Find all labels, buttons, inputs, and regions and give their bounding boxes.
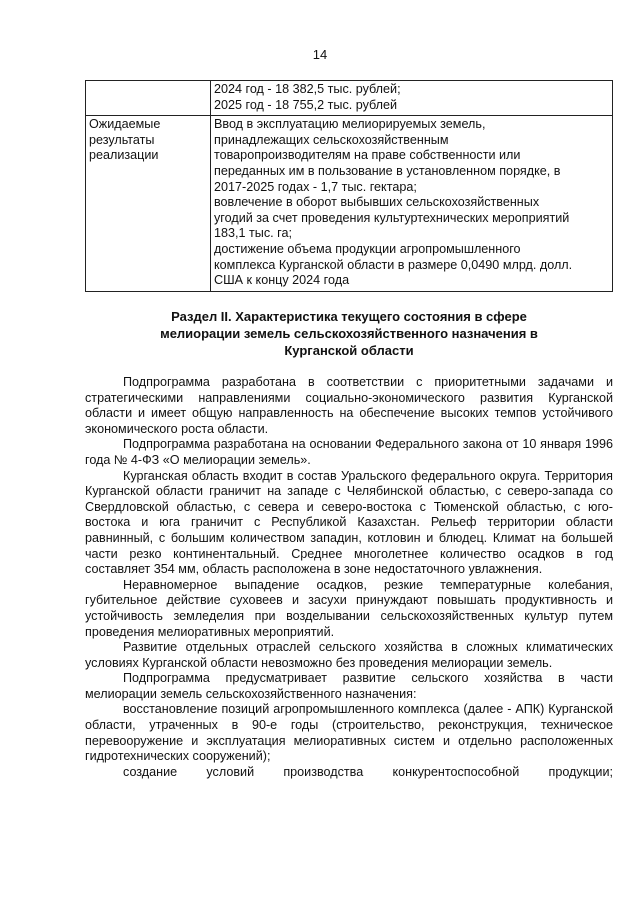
- value-line: угодий за счет проведения культуртехнических мероприятий: [214, 210, 570, 225]
- paragraph: Подпрограмма предусматривает развитие сельского хозяйства в части мелиорации земель сельскохозяйственного назначения:: [85, 671, 613, 701]
- heading-line: Курганской области: [284, 343, 414, 358]
- paragraph: Подпрограмма разработана на основании Федерального закона от 10 января 1996 года № 4-ФЗ «О мелиорации земель».: [85, 437, 613, 467]
- label-line: результаты: [89, 132, 155, 147]
- page-number: 14: [312, 47, 328, 62]
- value-line: достижение объема продукции агропромышленного: [214, 241, 521, 256]
- value-line: США к концу 2024 года: [214, 273, 350, 288]
- row-label-cell: [86, 81, 211, 116]
- heading-line: мелиорации земель сельскохозяйственного назначения в: [160, 326, 538, 341]
- row-value-cell: [211, 81, 613, 116]
- value-line: 2024 год - 18 382,5 тыс. рублей;: [214, 82, 401, 96]
- value-line: комплекса Курганской области в размере 0,0490 млрд. долл.: [214, 257, 573, 272]
- row-label-cell: [86, 116, 211, 292]
- value-line: 2025 год - 18 755,2 тыс. рублей: [214, 97, 398, 112]
- value-line: 183,1 тыс. га;: [214, 226, 292, 241]
- table-row: [86, 81, 613, 116]
- value-line: принадлежащих сельскохозяйственным: [214, 132, 449, 147]
- program-info-table: [85, 80, 613, 292]
- section-body: [85, 375, 613, 780]
- heading-line: Раздел II. Характеристика текущего состояния в сфере: [171, 309, 527, 324]
- section-heading: [85, 308, 613, 359]
- value-line: вовлечение в оборот выбывших сельскохозяйственных: [214, 195, 540, 210]
- value-line: 2017-2025 годах - 1,7 тыс. гектара;: [214, 179, 417, 194]
- value-line: Ввод в эксплуатацию мелиорируемых земель,: [214, 117, 486, 132]
- row-value-cell: [211, 116, 613, 292]
- paragraph: Курганская область входит в состав Уральского федерального округа. Территория Курганской области граничит на западе с Челябинской областью, с северо-запада со Свердловской областью, с севера и северо-востока с Тюменской областью, с юго-востока и юга граничит с Республикой Казахстан. Рельеф территории области равнинный, с большим количеством западин, котловин и блюдец. Климат на большей части резко континентальный. Среднее многолетнее количество осадков в год составляет 354 мм, область расположена в зоне недостаточного увлажнения.: [85, 468, 613, 577]
- table-row: [86, 116, 613, 292]
- paragraph: восстановление позиций агропромышленного комплекса (далее - АПК) Курганской области, утраченных в 90-е годы (строительство, реконструкция, техническое перевооружение и эксплуатация мелиоративных систем и отдельно расположенных гидротехнических сооружений);: [85, 702, 613, 764]
- label-line: Ожидаемые: [89, 117, 161, 132]
- value-line: переданных им в пользование в установленном порядке, в: [214, 163, 561, 178]
- paragraph: создание условий производства конкурентоспособной продукции;: [123, 764, 613, 779]
- paragraph: Неравномерное выпадение осадков, резкие температурные колебания, губительное действие суховеев и засухи принуждают повышать продуктивность и устойчивость земледелия при возделывании сельскохозяйственных культур путем проведения мелиоративных мероприятий.: [85, 577, 613, 639]
- paragraph: Подпрограмма разработана в соответствии с приоритетными задачами и стратегическими направлениями социально-экономического развития Курганской области и имеет общую направленность на обеспечение высоких темпов устойчивого экономического роста области.: [85, 375, 613, 436]
- value-line: товаропроизводителям на праве собственности или: [214, 148, 521, 163]
- label-line: реализации: [89, 148, 159, 163]
- paragraph: Развитие отдельных отраслей сельского хозяйства в сложных климатических условиях Курганской области невозможно без проведения мелиорации земель.: [85, 640, 613, 670]
